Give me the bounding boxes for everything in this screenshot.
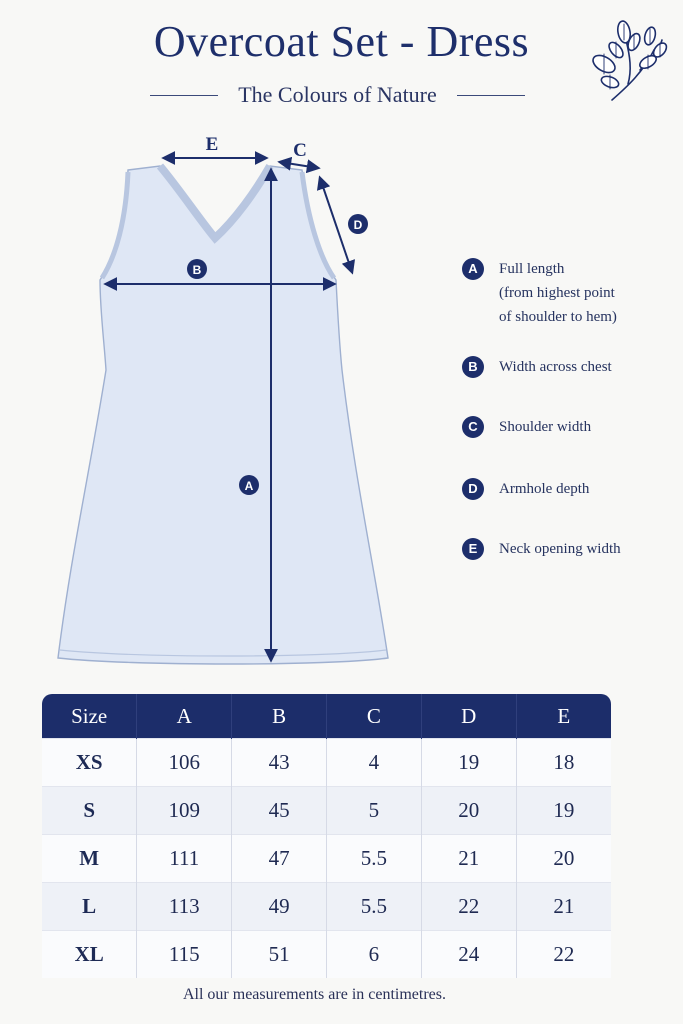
marker-b bbox=[187, 259, 207, 279]
legend-item-d bbox=[462, 478, 589, 501]
cell-a: 115 bbox=[137, 931, 232, 979]
cell-size: L bbox=[42, 883, 137, 931]
header-size: Size bbox=[71, 703, 108, 728]
dress-diagram bbox=[40, 120, 420, 680]
legend-label-e: Neck opening width bbox=[499, 541, 621, 557]
cell-size: XS bbox=[42, 739, 137, 787]
page-title: Overcoat Set - Dress bbox=[153, 17, 530, 66]
legend-text-a bbox=[499, 257, 617, 329]
cell-a: 113 bbox=[137, 883, 232, 931]
cell-a: 111 bbox=[137, 835, 232, 883]
measure-line-c bbox=[280, 162, 318, 168]
cell-size: M bbox=[42, 835, 137, 883]
cell-d: 21 bbox=[421, 835, 516, 883]
measurement-note: All our measurements are in centimetres. bbox=[182, 986, 446, 1003]
cell-size: XL bbox=[42, 931, 137, 979]
cell-e: 21 bbox=[516, 883, 611, 931]
cell-e: 20 bbox=[516, 835, 611, 883]
cell-c: 5.5 bbox=[326, 835, 421, 883]
cell-c: 5 bbox=[326, 787, 421, 835]
header-d: D bbox=[421, 694, 516, 739]
cell-e: 19 bbox=[516, 787, 611, 835]
legend-item-c bbox=[462, 416, 591, 439]
legend-badge-c: C bbox=[462, 416, 484, 438]
leaf-sprig-icon bbox=[588, 20, 668, 104]
cell-e: 22 bbox=[516, 931, 611, 979]
size-chart-table bbox=[42, 694, 611, 978]
legend-label-a: Full length bbox=[499, 261, 565, 277]
cell-d: 22 bbox=[421, 883, 516, 931]
subtitle-rule-right bbox=[457, 95, 525, 96]
table-row bbox=[42, 739, 611, 787]
table-header-row bbox=[42, 694, 611, 739]
marker-c-label: C bbox=[293, 140, 307, 161]
legend-badge-b: B bbox=[462, 356, 484, 378]
legend-label-b: Width across chest bbox=[499, 359, 612, 375]
legend-badge-d: D bbox=[462, 478, 484, 500]
header-b: B bbox=[232, 694, 327, 739]
legend-item-a bbox=[462, 258, 617, 329]
legend-label-c: Shoulder width bbox=[499, 419, 592, 435]
subtitle: The Colours of Nature bbox=[238, 82, 437, 107]
cell-a: 106 bbox=[137, 739, 232, 787]
subtitle-rule-left bbox=[150, 95, 218, 96]
cell-d: 24 bbox=[421, 931, 516, 979]
cell-b: 47 bbox=[232, 835, 327, 883]
marker-e-label: E bbox=[205, 134, 219, 155]
cell-b: 45 bbox=[232, 787, 327, 835]
header-e: E bbox=[516, 694, 611, 739]
marker-a-letter: A bbox=[244, 479, 254, 493]
legend-item-e bbox=[462, 538, 621, 561]
table-row bbox=[42, 931, 611, 979]
legend-label-d: Armhole depth bbox=[499, 481, 590, 497]
legend-sub2-a: of shoulder to hem) bbox=[499, 309, 617, 325]
legend-item-b bbox=[462, 356, 612, 379]
header-c: C bbox=[326, 694, 421, 739]
legend-sub1-a: (from highest point bbox=[499, 285, 615, 301]
cell-b: 51 bbox=[232, 931, 327, 979]
marker-d bbox=[348, 214, 368, 234]
marker-d-letter: D bbox=[353, 218, 363, 232]
table-row bbox=[42, 835, 611, 883]
table-row bbox=[42, 883, 611, 931]
table-row bbox=[42, 787, 611, 835]
cell-size: S bbox=[42, 787, 137, 835]
cell-b: 49 bbox=[232, 883, 327, 931]
marker-b-letter: B bbox=[192, 263, 202, 277]
legend-badge-e: E bbox=[462, 538, 484, 560]
cell-c: 6 bbox=[326, 931, 421, 979]
cell-d: 20 bbox=[421, 787, 516, 835]
legend-badge-a: A bbox=[462, 258, 484, 280]
cell-d: 19 bbox=[421, 739, 516, 787]
cell-e: 18 bbox=[516, 739, 611, 787]
dress-outline bbox=[58, 166, 388, 664]
cell-a: 109 bbox=[137, 787, 232, 835]
header-a: A bbox=[137, 694, 232, 739]
subtitle-row bbox=[150, 82, 525, 108]
cell-b: 43 bbox=[232, 739, 327, 787]
cell-c: 4 bbox=[326, 739, 421, 787]
cell-c: 5.5 bbox=[326, 883, 421, 931]
marker-a bbox=[239, 475, 259, 495]
